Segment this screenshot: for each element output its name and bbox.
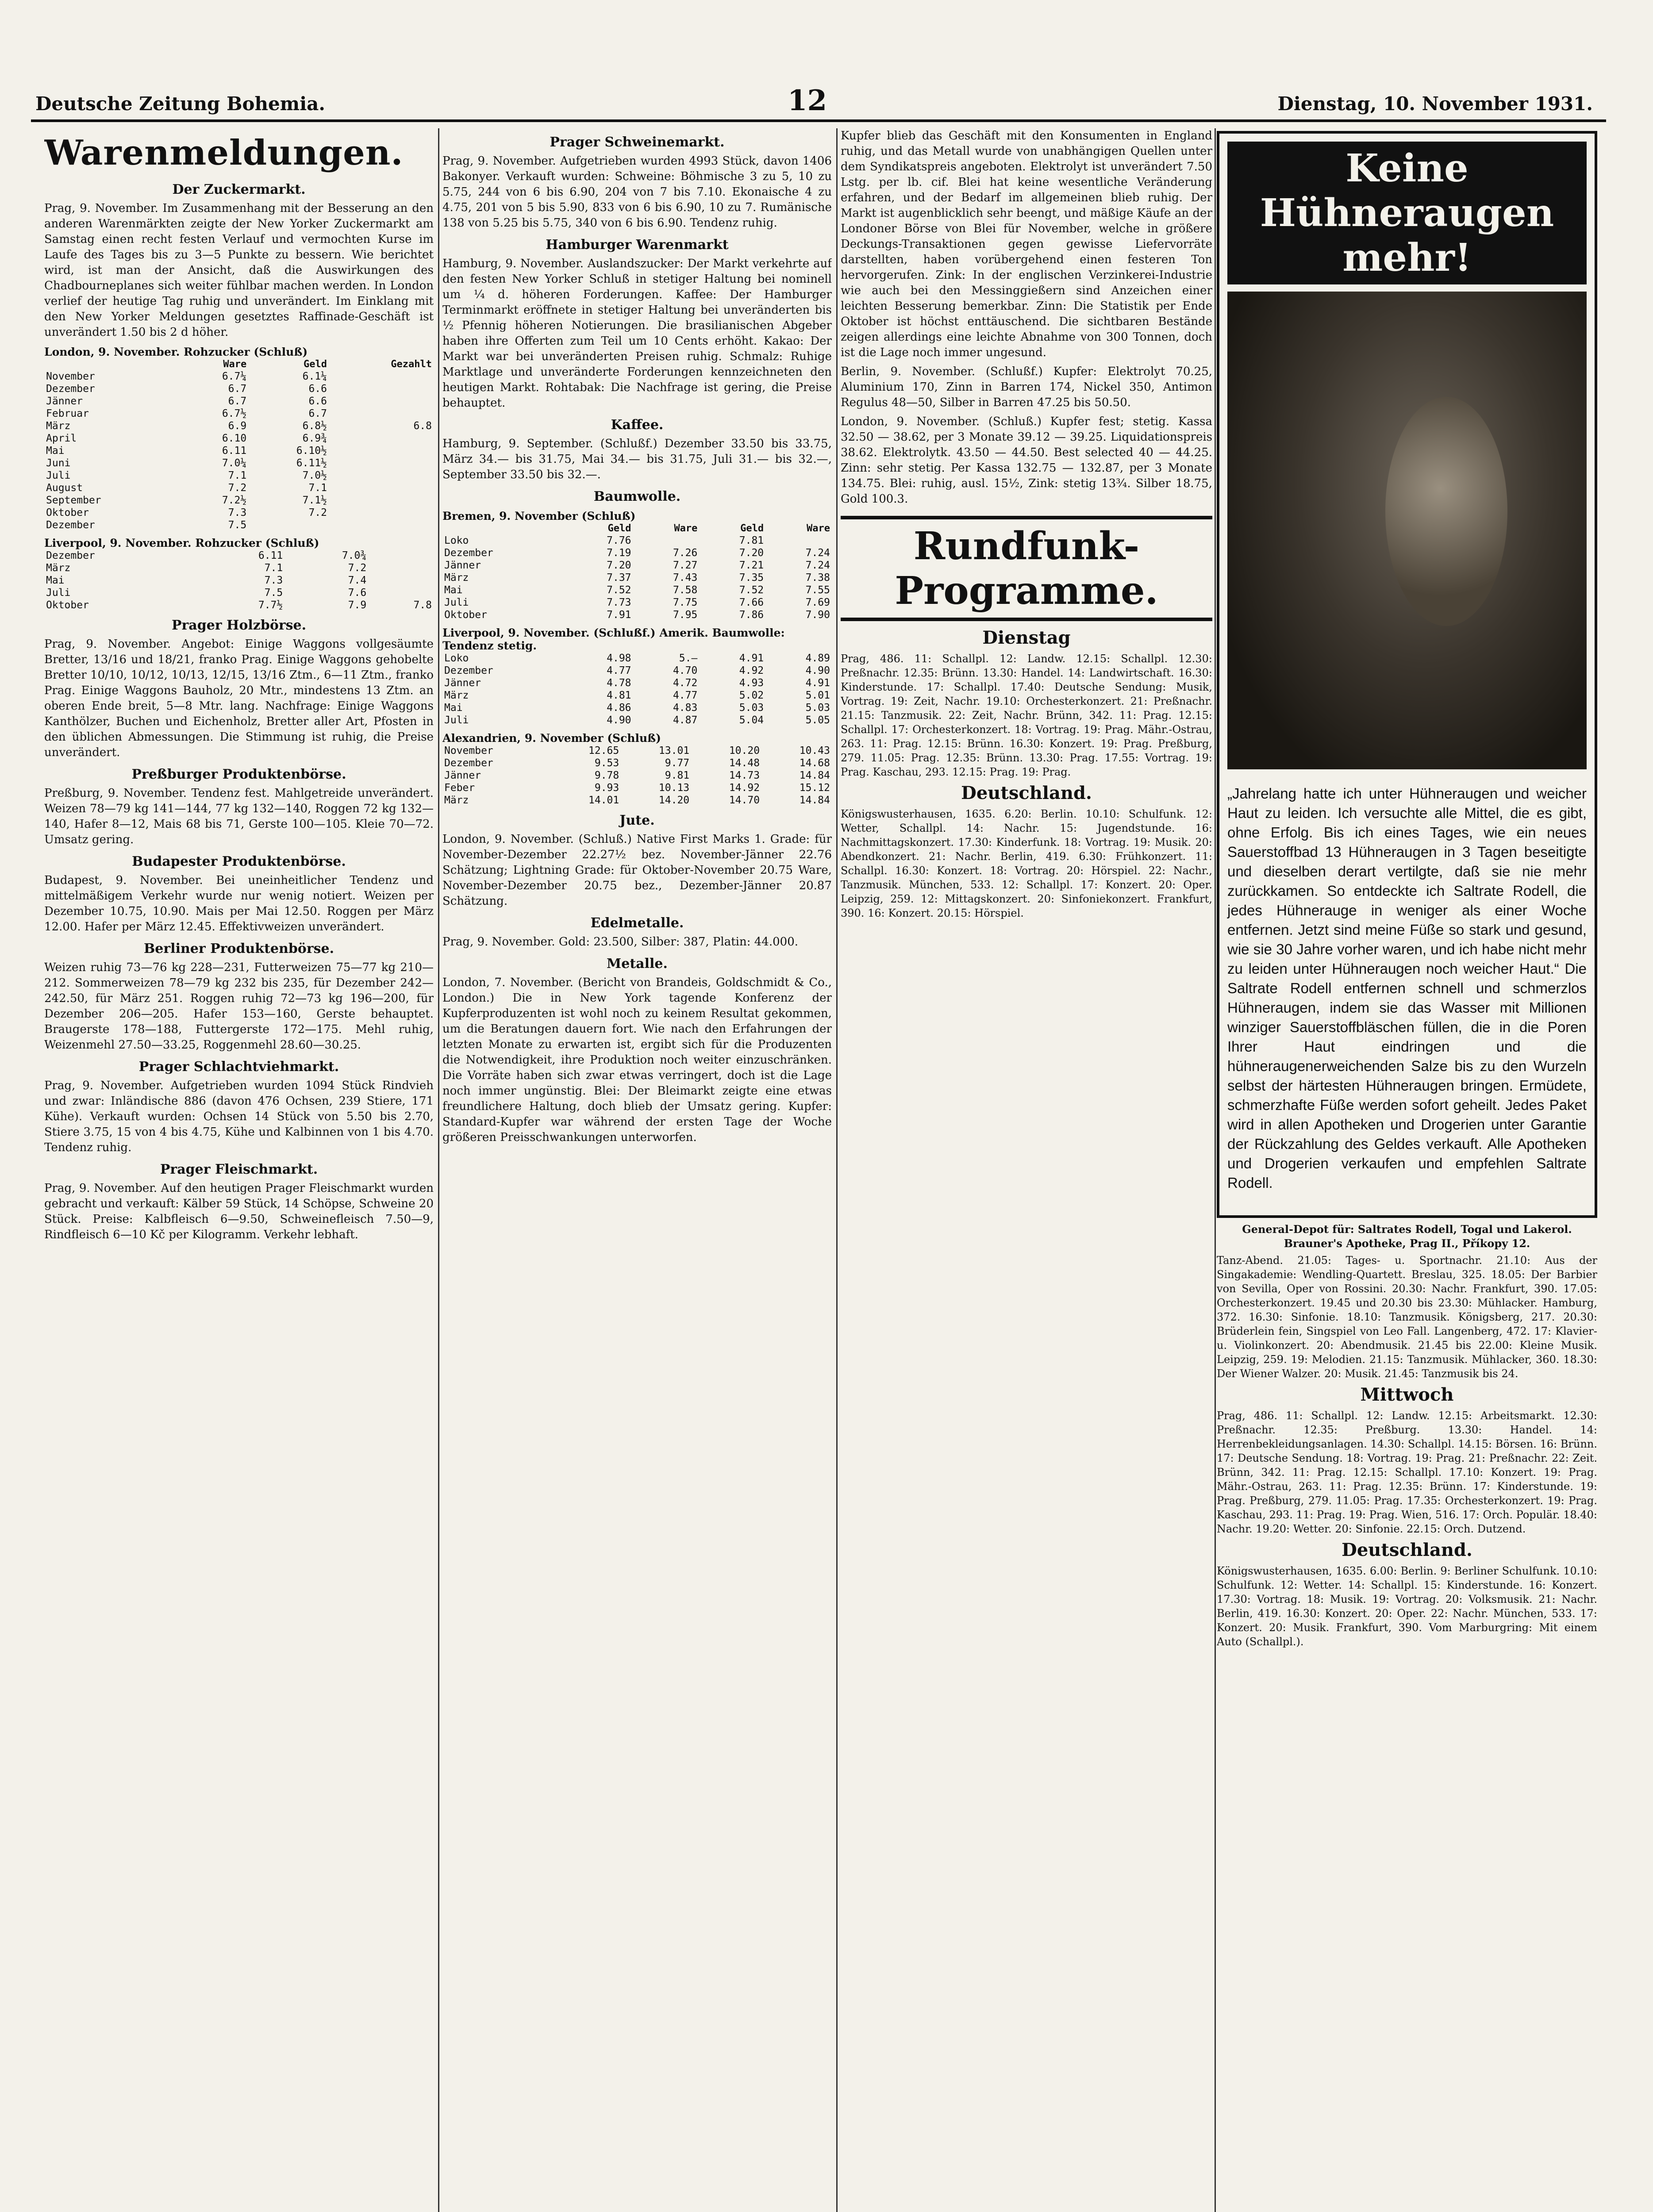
table-cell: 14.92: [729, 782, 760, 794]
table-cell: 7.1: [228, 470, 247, 481]
table-cell: Dezember: [444, 665, 493, 676]
table-cell: [329, 494, 434, 507]
article-heading: Baumwolle.: [593, 489, 681, 504]
table-cell: April: [46, 433, 77, 444]
article-heading: Kaffee.: [611, 417, 664, 433]
table-cell: Jänner: [444, 770, 481, 781]
table-cell: 6.11: [222, 445, 247, 457]
table-cell: März: [444, 690, 469, 701]
table-cell: [329, 457, 434, 469]
table-cell: 7.38: [805, 572, 830, 584]
table-cell: 7.20: [607, 560, 631, 571]
table-row: [442, 782, 832, 794]
table-cell: 6.9: [228, 420, 247, 432]
ad-text: „Jahrelang hatte ich unter Hühneraugen und weicher Haut zu leiden. Ich versuchte alle Mittel, die es gibt, ohne Erfolg. Bis ich eines Tages, wie ein neues Sauerstoffbad 13 Hühneraugen in 3 Tagen beseitigte und dieselben derart vertilgte, daß sie nie mehr zurückkamen. So entdeckte ich Saltrate Rodell, die jedes Hühnerauge in weniger als einer Woche entfernen. Jetzt sind meine Füße so stark und gesund, wie sie 30 Jahre vorher waren, und ich habe nicht mehr zu leiden unter Hühneraugen noch weicher Haut.“ Die Saltrate Rodell entfernen schnell und schmerzlos Hühneraugen, indem sie das Wasser mit Millionen winziger Sauerstoffbläschen füllen, die in die Poren Ihrer Haut eindringen und die hühneraugenerweichenden Salze bis zu den Wurzeln selbst der härtesten Hühneraugen bringen. Ermüdete, schmerzhafte Füße werden sofort geheilt. Jedes Paket wird in allen Apotheken und Drogerien unter Garantie der Rückzahlung des Geldes verkauft. Alle Apotheken und Drogerien verkaufen und empfehlen Saltrate Rodell.: [1227, 785, 1587, 1191]
table-row: [442, 547, 832, 559]
table-row: [44, 445, 434, 457]
table-row: [442, 745, 832, 757]
table-cell: 7.76: [607, 535, 631, 546]
table-cell: [329, 469, 434, 482]
table-cell: Dezember: [46, 383, 95, 395]
table-cell: Juli: [46, 587, 71, 599]
market-label: London, 9. November. Rohzucker (Schluß): [44, 346, 308, 358]
table-cell: März: [46, 420, 71, 432]
page-header: [35, 66, 1593, 115]
table-cell: November: [46, 371, 95, 382]
table-cell: 7.3: [228, 507, 247, 518]
table-cell: 9.93: [594, 782, 619, 794]
table-row: [44, 507, 434, 519]
table-row: [44, 383, 434, 395]
table-cell: [368, 549, 434, 562]
day-heading: Dienstag: [982, 627, 1071, 648]
table-cell: 5.04: [739, 714, 764, 726]
table-cell: 7.43: [673, 572, 698, 584]
program-text: Tanz-Abend. 21.05: Tages- u. Sportnachr. 21.10: Aus der Singakademie: Wendling-Quartett. Breslau, 325. 18.05: Der Barbier von Sevilla, Oper von Rossini. 20.30: Nachr. Frankfurt, 390. 17.05: Orchesterkonzert. 19.45 und 20.30 bis 23.30: Mühlacker. Hamburg, 372. 16.30: Sinfonie. 18.10: Tanzmusik. Königsberg, 217. 20.30: Brüderlein fein, Singspiel von Leo Fall. Langenberg, 472. 17: Klavier- u. Violinkonzert. 20: Abendmusik. 21.45 bis 22.00: Kleine Musik. Leipzig, 259. 19: Melodien. 21.15: Tanzmusik. Mühlacker, 360. 18.30: Der Wiener Walzer. 20: Musik. 21.45: Tanzmusik bis 24.: [1217, 1254, 1597, 1380]
table-cell: Dezember: [46, 550, 95, 561]
table-row: [442, 757, 832, 769]
table-cell: 4.81: [607, 690, 631, 701]
article-text: London, 9. November. (Schluß.) Kupfer fest; stetig. Kassa 32.50 — 38.62, per 3 Monate 39.12 — 39.25. Liquidationspreis 38.62. Elektrolytk. 43.50 — 44.50. Best selected 40 — 44.25. Zinn: sehr stetig. Per Kassa 132.75 — 132.87, per 3 Monate 134.75. Blei: ruhig, ausl. 15½, Zink: stetig 13¾. Silber 18.75, Gold 100.3.: [841, 415, 1212, 506]
table-cell: 6.6: [308, 396, 327, 407]
newspaper-title: Deutsche Zeitung Bohemia.: [35, 93, 325, 115]
table-cell: 5.02: [739, 690, 764, 701]
article-heading: Metalle.: [607, 956, 668, 972]
table-cell: [765, 534, 832, 547]
table-cell: [248, 519, 329, 531]
article-heading: Hamburger Warenmarkt: [546, 237, 729, 253]
ad-depot: General-Depot für: Saltrates Rodell, Togal und Lakerol. Brauner's Apotheke, Prag II., Příkopy 12.: [1242, 1223, 1572, 1250]
table-cell: 4.98: [607, 653, 631, 664]
table-cell: 10.20: [729, 745, 760, 757]
table-row: [44, 482, 434, 494]
table-cell: 4.83: [673, 702, 698, 714]
table-cell: 6.1¼: [302, 371, 327, 382]
table-cell: 7.52: [739, 584, 764, 596]
table-row: [44, 562, 434, 574]
table-row: [442, 664, 832, 677]
table-row: [442, 596, 832, 609]
table-cell: 7.86: [739, 609, 764, 621]
table-cell: 7.66: [739, 597, 764, 608]
table-cell: 4.90: [607, 714, 631, 726]
table-row: [44, 407, 434, 420]
article-text: Preßburg, 9. November. Tendenz fest. Mahlgetreide unverändert. Weizen 78—79 kg 141—144, 77 kg 132—140, Roggen 72 kg 132—140, Hafer 8—12, Mais 68 bis 71, Gerste 100—105. Kleie 70—72. Umsatz gering.: [44, 787, 434, 846]
table-cell: 7.90: [805, 609, 830, 621]
table-row: [442, 689, 832, 702]
table-cell: [329, 432, 434, 445]
table-cell: 10.43: [799, 745, 830, 757]
table-cell: November: [444, 745, 493, 757]
table-cell: 7.9: [348, 599, 367, 611]
table-cell: 4.92: [739, 665, 764, 676]
program-text: Prag, 486. 11: Schallpl. 12: Landw. 12.15: Schallpl. 12.30: Preßnachr. 12.35: Brünn. 13.30: Handel. 14: Landwirtschaft. 16.30: Kinderstunde. 17: Schallpl. 17.40: Deutsche Sendung: Musik, Vortrag. 19: Zeit, Nachr. 19.10: Orchesterkonzert. 21: Preßnachr. 21.15: Tanzmusik. 22: Zeit, Nachr. Brünn, 342. 11: Prag. 12.15: Schallpl. 17: Orchesterkonzert. 18: Vortrag. 19: Prag. Mähr.-Ostrau, 263. 11: Prag. 12.15: Brünn. 16.30: Konzert. 19: Prag. Preßburg, 279. 11.05: Prag. 12.35: Brünn. 13.30: Prag. 17.55: Vortrag. 19: Prag. Kaschau, 293. 12.15: Prag. 19: Prag.: [841, 653, 1212, 778]
table-cell: 7.2: [348, 562, 367, 574]
table-cell: 7.8: [413, 599, 432, 611]
table-cell: 7.55: [805, 584, 830, 596]
table-cell: 6.10: [222, 433, 247, 444]
table-row: [442, 714, 832, 726]
table-cell: 14.70: [729, 795, 760, 806]
table-cell: 7.2½: [222, 495, 247, 506]
table-cell: 12.65: [588, 745, 619, 757]
issue-date: Dienstag, 10. November 1931.: [1277, 93, 1593, 115]
table-cell: 4.70: [673, 665, 698, 676]
article-text: Budapest, 9. November. Bei uneinheitlicher Tendenz und mittelmäßigem Verkehr wurde nur wenig notiert. Weizen per Dezember 10.75, 10.90. Mais per Mai 12.50. Roggen per März 12.00. Hafer per März 12.45. Effektivweizen unverändert.: [44, 874, 434, 933]
table-cell: 14.84: [799, 795, 830, 806]
table-row: [442, 572, 832, 584]
table-cell: [329, 407, 434, 420]
table-cell: 7.75: [673, 597, 698, 608]
table-body: [442, 534, 832, 621]
table-cell: Oktober: [46, 507, 89, 518]
table-cell: 7.91: [607, 609, 631, 621]
table-row: [442, 609, 832, 621]
table-cell: 6.9¾: [302, 433, 327, 444]
table-cell: 4.87: [673, 714, 698, 726]
table-cell: 5.—: [679, 653, 698, 664]
table-row: [44, 432, 434, 445]
table-cell: 6.7¼: [222, 371, 247, 382]
table-cell: März: [444, 795, 469, 806]
table-cell: [368, 562, 434, 574]
table-row: [44, 587, 434, 599]
table-cell: Februar: [46, 408, 89, 419]
table-cell: Dezember: [444, 757, 493, 769]
table-cell: Loko: [444, 535, 469, 546]
table-cell: 9.77: [665, 757, 690, 769]
market-label: Liverpool, 9. November. (Schlußf.) Amerik. Baumwolle: Tendenz stetig.: [442, 626, 785, 652]
market-label: Bremen, 9. November (Schluß): [442, 510, 636, 522]
table-cell: 7.73: [607, 597, 631, 608]
table-cell: 7.1: [264, 562, 283, 574]
table-row: [442, 584, 832, 596]
article-text: Hamburg, 9. September. (Schlußf.) Dezember 33.50 bis 33.75, März 34.— bis 31.75, Mai 34.— bis 31.75, Juli 31.— bis 32.—, September 33.50 bis 32.—.: [442, 437, 832, 481]
article-text: London, 7. November. (Bericht von Brandeis, Goldschmidt & Co., London.) Die in New York tagende Konferenz der Kupferproduzenten ist wohl noch zu keinem Resultat gekommen, um die Beratungen dauern fort. Wie nach den Erfahrungen der letzten Monate zu erwarten ist, ergibt sich für die Produzenten die Notwendigkeit, ihre Produktion noch weiter einzuschränken. Die Vorräte haben sich zwar etwas verringert, doch ist die Lage noch immer ungünstig. Blei: Der Bleimarkt zeigte eine etwas freundlichere Haltung, doch blieb der Umsatz gering. Kupfer: Standard-Kupfer war während der ersten Tage der Woche größeren Preisschwankungen unterworfen.: [442, 976, 832, 1144]
liverpool-sugar-table: [44, 549, 434, 611]
article-text: Berlin, 9. November. (Schlußf.) Kupfer: Elektrolyt 70.25, Aluminium 170, Zinn in Barren 174, Nickel 350, Antimon Regulus 48—50, Silber in Barren 47.25 bis 50.50.: [841, 365, 1212, 409]
table-cell: 7.7½: [258, 599, 283, 611]
table-row: [442, 702, 832, 714]
table-cell: Jänner: [46, 396, 83, 407]
table-cell: 6.7: [228, 396, 247, 407]
table-cell: [368, 574, 434, 587]
table-cell: 4.86: [607, 702, 631, 714]
table-cell: 4.77: [673, 690, 698, 701]
table-cell: 7.24: [805, 547, 830, 559]
table-row: [442, 534, 832, 547]
table-cell: Juli: [444, 714, 469, 726]
table-cell: 6.11½: [296, 457, 327, 469]
table-cell: 7.2: [308, 507, 327, 518]
table-cell: 7.5: [228, 519, 247, 531]
table-cell: 5.03: [739, 702, 764, 714]
article-heading: Jute.: [619, 813, 655, 828]
table-cell: [368, 587, 434, 599]
table-cell: Dezember: [46, 519, 95, 531]
article-heading: Berliner Produktenbörse.: [143, 941, 334, 956]
table-cell: 7.24: [805, 560, 830, 571]
table-cell: Oktober: [444, 609, 487, 621]
table-cell: 5.01: [805, 690, 830, 701]
table-cell: März: [444, 572, 469, 584]
table-cell: [633, 534, 700, 547]
liverpool-cotton-table: [442, 652, 832, 726]
table-cell: [329, 507, 434, 519]
table-cell: 7.19: [607, 547, 631, 559]
table-cell: 7.4: [348, 575, 367, 586]
table-cell: 10.13: [658, 782, 690, 794]
table-cell: 7.20: [739, 547, 764, 559]
program-text: Königswusterhausen, 1635. 6.00: Berlin. 9: Berliner Schulfunk. 10.10: Schulfunk. 12: Wetter. 14: Schallpl. 15: Kinderstunde. 16: Konzert. 17.30: Vortrag. 18: Musik. 19: Vortrag. 20: Volksmusik. 21: Nachr. Berlin, 419. 16.30: Konzert. 20: Oper. 22: Nachr. München, 533. 17: Konzert. 20: Musik. Frankfurt, 390. Vom Marburgring: Mit einem Auto (Schallpl.).: [1217, 1565, 1597, 1648]
article-heading: Budapester Produktenbörse.: [132, 854, 346, 869]
article-text: Prag, 9. November. Auf den heutigen Prager Fleischmarkt wurden gebracht und verkauft: Kälber 59 Stück, 14 Schöpse, Schweine 20 Stück. Preise: Kalbfleisch 6—9.50, Schweinefleisch 7.50—9, Rindfleisch 6—10 Kč per Kilogramm. Verkehr lebhaft.: [44, 1182, 434, 1241]
program-text: Königswusterhausen, 1635. 6.20: Berlin. 10.10: Schulfunk. 12: Wetter, Schallpl. 14: Nachr. 15: Jugendstunde. 16: Nachmittagskonzert. 17.30: Kinderfunk. 18: Vortrag. 19: Musik. 20: Abendkonzert. 21: Nachr. Berlin, 419. 6.30: Frühkonzert. 11: Schallpl. 16.30: Konzert. 18: Vortrag. 20: Hörspiel. 22: Nachr., Tanzmusik. München, 533. 12: Schallpl. 17: Konzert. 20: Oper. Leipzig, 259. 12: Mittagskonzert. 20: Sinfoniekonzert. Frankfurt, 390. 16: Konzert. 20.15: Hörspiel.: [841, 808, 1212, 919]
table-row: [44, 469, 434, 482]
market-label: Liverpool, 9. November. Rohzucker (Schluß): [44, 537, 319, 549]
table-cell: 7.35: [739, 572, 764, 584]
table-cell: [329, 370, 434, 383]
article-heading: Prager Holzbörse.: [171, 618, 307, 633]
table-cell: Loko: [444, 653, 469, 664]
table-cell: 4.77: [607, 665, 631, 676]
table-cell: 4.91: [805, 677, 830, 689]
table-cell: 14.68: [799, 757, 830, 769]
article-text: Prag, 9. November. Angebot: Einige Waggons vollgesäumte Bretter, 13/16 und 18/21, franko Prag. Einige Waggons gehobelte Bretter 10/10, 10/12, 10/13, 12/15, 13/16 Ztm., 6—11 Ztm., franko Prag. Einige Waggons Bauholz, 20 Mtr., mindestens 13 Ztm. an oberen Ende breit, 5—8 Mtr. lang. Nachfrage: Einige Waggons Kanthölzer, Buchen und Eichenholz, Bretter aller Art, Pfosten in den üblichen Abmessungen. Die Stimmung ist ruhig, die Preise unverändert.: [44, 637, 434, 759]
article-text: Hamburg, 9. November. Auslandszucker: Der Markt verkehrte auf den festen New Yorker Schluß in stetiger Haltung bei nominell um ¼ d. höheren Forderungen. Kaffee: Der Hamburger Terminmarkt eröffnete in stetiger Haltung bei unveränderten bis ½ Pfennig höheren Notierungen. Die brasilianischen Abgeber haben ihre Offerten zum Teil um 10 Cents erhöht. Kakao: Der Markt war bei unveränderten Preisen ruhig. Schmalz: Ruhige Marktlage und unveränderte Forderungen kennzeichneten den heutigen Markt. Rohtabak: Die Nachfrage ist gering, die Preise behauptet.: [442, 257, 832, 410]
table-cell: 7.37: [607, 572, 631, 584]
article-heading: Der Zuckermarkt.: [172, 182, 306, 197]
table-cell: 7.52: [607, 584, 631, 596]
table-cell: 9.81: [665, 770, 690, 781]
table-cell: 7.58: [673, 584, 698, 596]
portrait-image: [1385, 397, 1507, 626]
table-cell: 7.26: [673, 547, 698, 559]
article-heading: Prager Schlachtviehmarkt.: [138, 1059, 339, 1075]
article-heading: Prager Schweinemarkt.: [550, 134, 725, 150]
day-heading: Mittwoch: [1360, 1384, 1454, 1405]
table-row: [442, 677, 832, 689]
table-cell: August: [46, 482, 83, 494]
table-cell: 5.03: [805, 702, 830, 714]
table-cell: 14.73: [729, 770, 760, 781]
table-cell: 14.20: [658, 795, 690, 806]
table-cell: 6.7: [228, 383, 247, 395]
table-cell: [329, 383, 434, 395]
table-body: [442, 745, 832, 806]
page-number: 12: [788, 84, 827, 117]
column-2: [442, 128, 832, 2212]
table-cell: 7.3: [264, 575, 283, 586]
column-3: [841, 128, 1212, 2212]
table-cell: 7.5: [264, 587, 283, 599]
table-cell: 4.72: [673, 677, 698, 689]
column-4: [1217, 128, 1597, 2212]
table-row: [442, 652, 832, 664]
table-cell: 7.0¾: [342, 550, 367, 561]
table-cell: [329, 519, 434, 531]
table-cell: Oktober: [46, 599, 89, 611]
table-cell: 7.0¼: [222, 457, 247, 469]
article-text: Prag, 9. November. Aufgetrieben wurden 4993 Stück, davon 1406 Bakonyer. Verkauft wurden: Schweine: Böhmische 3 zu 5, 10 zu 5.75, 244 von 6 bis 6.90, 204 von 7 bis 7.10. Ekonaische 4 zu 4.75, 201 von 5 bis 5.90, 833 von 6 bis 6.90, 10 zu 7. Rumänische 138 von 5.25 bis 5.75, 340 von 6 bis 6.90. Tendenz ruhig.: [442, 154, 832, 230]
table-body: [44, 549, 434, 611]
table-cell: Mai: [444, 702, 463, 714]
table-cell: 7.6: [348, 587, 367, 599]
table-cell: September: [46, 495, 101, 506]
table-cell: 7.81: [739, 535, 764, 546]
table-cell: [329, 445, 434, 457]
column-divider: [836, 128, 838, 2212]
table-cell: Feber: [444, 782, 475, 794]
table-row: [44, 599, 434, 611]
table-cell: 13.01: [658, 745, 690, 757]
table-cell: 6.7: [308, 408, 327, 419]
article-text: Weizen ruhig 73—76 kg 228—231, Futterweizen 75—77 kg 210—212. Sommerweizen 78—79 kg 232 bis 235, für Dezember 242—242.50, für März 251. Roggen ruhig 72—73 kg 196—200, für Dezember 206—205. Hafer 153—160, Gerste behauptet. Braugerste 178—188, Futtergerste 172—175. Mehl ruhig, Weizenmehl 27.50—33.25, Roggenmehl 28.60—30.25.: [44, 961, 434, 1052]
table-row: [44, 370, 434, 383]
table-cell: Juli: [444, 597, 469, 608]
table-row: [44, 494, 434, 507]
table-cell: 5.05: [805, 714, 830, 726]
article-heading: Prager Fleischmarkt.: [160, 1162, 318, 1177]
table-cell: 7.21: [739, 560, 764, 571]
ad-headline: Keine Hühneraugen mehr!: [1227, 142, 1587, 284]
column-divider: [1215, 128, 1216, 2212]
table-row: [442, 559, 832, 572]
table-body: [44, 370, 434, 531]
london-sugar-table: Ware Geld Gezahlt November 6.7¼ 6.1¼ Dezember 6.7 6.6 Jänner 6.7 6.6 Februar 6.7½ 6.7 März 6.9 6.8½ 6.8 April 6.10 6.9¾ Mai 6.11 6.10½ Juni 7.0¼ 6.11½ Juli 7.1 7.0½ August 7.2 7.1 September 7.2½ 7.1½ Oktober 7.3 7.2 Dezember 7.5: [44, 358, 434, 531]
table-cell: Juni: [46, 457, 71, 469]
table-cell: Jänner: [444, 677, 481, 689]
article-text: Prag, 9. November. Im Zusammenhang mit der Besserung an den anderen Warenmärkten zeigte der New Yorker Zuckermarkt am Samstag einen recht festen Verlauf und vermochten Kurse im Laufe des Tages bis zu 3—5 Punkte zu bessern. Wie berichtet wird, ist man der Ansicht, daß die Auswirkungen des Chadbourneplanes sich weiter fühlbar machen werden. In London verlief der heutige Tag ruhig und unverändert. Im Einklang mit den New Yorker Meldungen gesetztes Raffinade-Geschäft ist unverändert 1.50 bis 2 d höher.: [44, 202, 434, 339]
bremen-cotton-table: Geld Ware Geld Ware Loko 7.76 7.81 Dezember 7.19 7.26 7.20 7.24 Jänner 7.20 7.27 7.21 7.24 März 7.37 7.43 7.35 7.38 Mai 7.52 7.58 7.52 7.55 Juli 7.73 7.75 7.66 7.69 Oktober 7.91 7.95 7.86 7.90: [442, 522, 832, 621]
article-heading: Preßburger Produktenbörse.: [131, 767, 346, 782]
table-row: [442, 769, 832, 782]
section-title: Warenmeldungen.: [44, 133, 404, 173]
table-cell: 4.91: [739, 653, 764, 664]
table-cell: Mai: [46, 575, 65, 586]
table-cell: [329, 395, 434, 407]
header-rule: [31, 119, 1606, 122]
alexandria-cotton-table: [442, 745, 832, 806]
table-cell: 14.48: [729, 757, 760, 769]
table-cell: 4.93: [739, 677, 764, 689]
article-text: Prag, 9. November. Gold: 23.500, Silber: 387, Platin: 44.000.: [442, 935, 799, 949]
table-cell: 7.1: [308, 482, 327, 494]
table-cell: 6.8½: [302, 420, 327, 432]
article-text: London, 9. November. (Schluß.) Native First Marks 1. Grade: für November-Dezember 22.27½ bez. November-Jänner 22.76 Schätzung; Lightning Grade: für Oktober-November 20.75 Ware, November-Dezember 20.75 bez., Dezember-Jänner 20.87 Schätzung.: [442, 833, 832, 908]
table-row: [44, 574, 434, 587]
column-divider: [438, 128, 439, 2212]
table-cell: 9.53: [594, 757, 619, 769]
table-cell: 4.89: [805, 653, 830, 664]
table-row: [44, 420, 434, 432]
table-row: [442, 794, 832, 806]
table-cell: 7.1½: [302, 495, 327, 506]
table-cell: Juli: [46, 470, 71, 481]
radio-programs-title: Rundfunk-Programme.: [841, 516, 1212, 621]
table-cell: 7.0½: [302, 470, 327, 481]
table-cell: 7.95: [673, 609, 698, 621]
country-heading: Deutschland.: [1342, 1540, 1472, 1560]
table-cell: 9.78: [594, 770, 619, 781]
program-text: Prag, 486. 11: Schallpl. 12: Landw. 12.15: Arbeitsmarkt. 12.30: Preßnachr. 12.35: Preßburg. 13.30: Handel. 14: Herrenbekleidungsanlagen. 14.30: Schallpl. 14.15: Börsen. 16: Brünn. 17: Deutsche Sendung. 18: Vortrag. 19: Prag. 21: Preßnachr. 22: Zeit. Brünn, 342. 11: Prag. 12.15: Schallpl. 17.10: Konzert. 19: Prag. Mähr.-Ostrau, 263. 11: Prag. 12.35: Brünn. 17: Kinderstunde. 19: Prag. Preßburg, 279. 11.05: Prag. 17.35: Orchesterkonzert. 19: Prag. Kaschau, 293. 11: Prag. 19: Prag. Wien, 516. 17: Orch. Populär. 18.40: Nachr. 19.20: Wetter. 20: Sinfonie. 22.15: Orch. Dutzend.: [1217, 1409, 1597, 1535]
table-cell: 14.01: [588, 795, 619, 806]
table-cell: 7.2: [228, 482, 247, 494]
market-label: Alexandrien, 9. November (Schluß): [442, 732, 661, 745]
table-cell: 6.6: [308, 383, 327, 395]
table-cell: Mai: [46, 445, 65, 457]
article-heading: Edelmetalle.: [590, 915, 684, 931]
table-cell: [329, 482, 434, 494]
table-row: [44, 457, 434, 469]
article-text: Kupfer blieb das Geschäft mit den Konsumenten in England ruhig, und das Metall wurde von unabhängigen Quellen unter dem Syndikatspreis angeboten. Elektrolyt ist unverändert 7.50 Lstg. per lb. cif. Blei hat keine wesentliche Veränderung erfahren, und der Bedarf im allgemeinen blieb ruhig. Der Markt ist augenblicklich sehr beengt, und mäßige Käufe an der Londoner Börse von Blei für November, welche in größere Deckungs-Transaktionen gegen gewisse Liefervorräte darstellten, haben vorübergehend einen festeren Ton hervorgerufen. Zink: In der englischen Verzinkerei-Industrie wie auch bei den Messinggießern sind Anzeichen einer leichten Besserung bemerkbar. Zinn: Die Statistik per Ende Oktober ist höchst enttäuschend. Die sichtbaren Bestände zeigen allerdings eine leichte Abnahme von 300 Tonnen, doch ist die Lage noch immer ungesund.: [841, 129, 1212, 359]
table-cell: März: [46, 562, 71, 574]
table-cell: 6.10½: [296, 445, 327, 457]
table-cell: Jänner: [444, 560, 481, 571]
table-body: [442, 652, 832, 726]
table-cell: 6.8: [413, 420, 432, 432]
table-cell: Dezember: [444, 547, 493, 559]
column-1: [44, 128, 434, 2212]
table-cell: 7.27: [673, 560, 698, 571]
table-cell: 7.69: [805, 597, 830, 608]
table-cell: 6.7½: [222, 408, 247, 419]
corn-remedy-advertisement: [1217, 131, 1597, 1218]
table-cell: 14.84: [799, 770, 830, 781]
table-cell: 4.78: [607, 677, 631, 689]
article-text: Prag, 9. November. Aufgetrieben wurden 1094 Stück Rindvieh und zwar: Inländische 886 (davon 476 Ochsen, 239 Stiere, 171 Kühe). Verkauft wurden: Ochsen 14 Stück von 5.50 bis 2.70, Stiere 3.75, 15 von 4 bis 4.75, Kühe und Kalbinnen von 1 bis 4.70. Tendenz ruhig.: [44, 1079, 434, 1154]
table-row: [44, 519, 434, 531]
ad-photo: [1227, 292, 1587, 769]
country-heading: Deutschland.: [961, 783, 1092, 803]
table-cell: Mai: [444, 584, 463, 596]
table-row: [44, 549, 434, 562]
table-cell: 4.90: [805, 665, 830, 676]
table-cell: 6.11: [258, 550, 283, 561]
table-row: [44, 395, 434, 407]
table-cell: 15.12: [799, 782, 830, 794]
